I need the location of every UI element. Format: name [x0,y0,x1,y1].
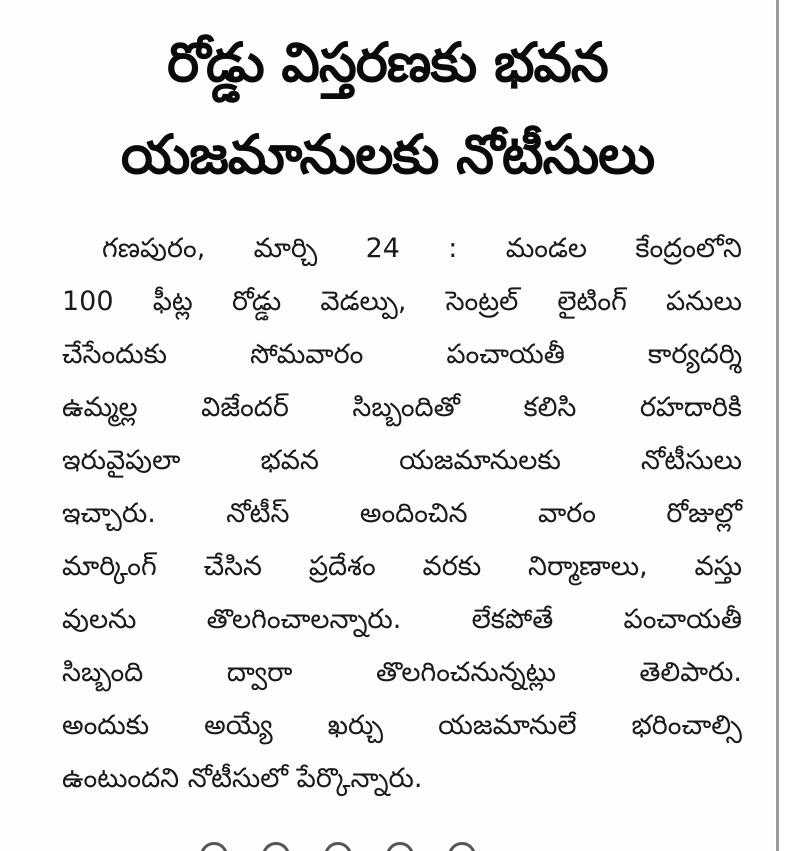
cropped-next-article-text [200,838,560,851]
headline-line-2: యజమానులకు నోటీసులు [120,123,655,186]
article-line: మార్కింగ్ చేసిన ప్రదేశం వరకు నిర్మాణాలు, వస్తు [62,551,742,582]
article-line-dateline: గణపురం, మార్చి 24 : మండల కేంద్రంలోని [102,233,742,264]
article-line: ఇరువైపులా భవన యజమానులకు నోటీసులు [62,445,742,476]
article-line: చేసేందుకు సోమవారం పంచాయతీ కార్యదర్శి [62,339,742,370]
article-body [62,222,742,805]
article-line: ఇచ్చారు. నోటీస్ అందించిన వారం రోజుల్లో [62,498,742,529]
article-line: ఉమ్మల్ల విజేందర్ సిబ్బందితో కలిసి రహదారికి [62,392,742,423]
article-line: అందుకు అయ్యే ఖర్చు యజమానులే భరించాల్సి [62,710,742,741]
article-line-final: ఉంటుందని నోటీసులో పేర్కొన్నారు. [62,763,423,794]
article-line: సిబ్బంది ద్వారా తొలగించనున్నట్లు తెలిపారు. [62,657,742,688]
page-margin [779,0,800,851]
article-line: వులను తొలగించాలన్నారు. లేకపోతే పంచాయతీ [62,604,742,635]
headline-line-1: రోడ్డు విస్తరణకు భవన [167,31,608,94]
article-line: 100 ఫీట్ల రోడ్డు వెడల్పు, సెంట్రల్ లైటింగ్ పనులు [62,286,742,317]
